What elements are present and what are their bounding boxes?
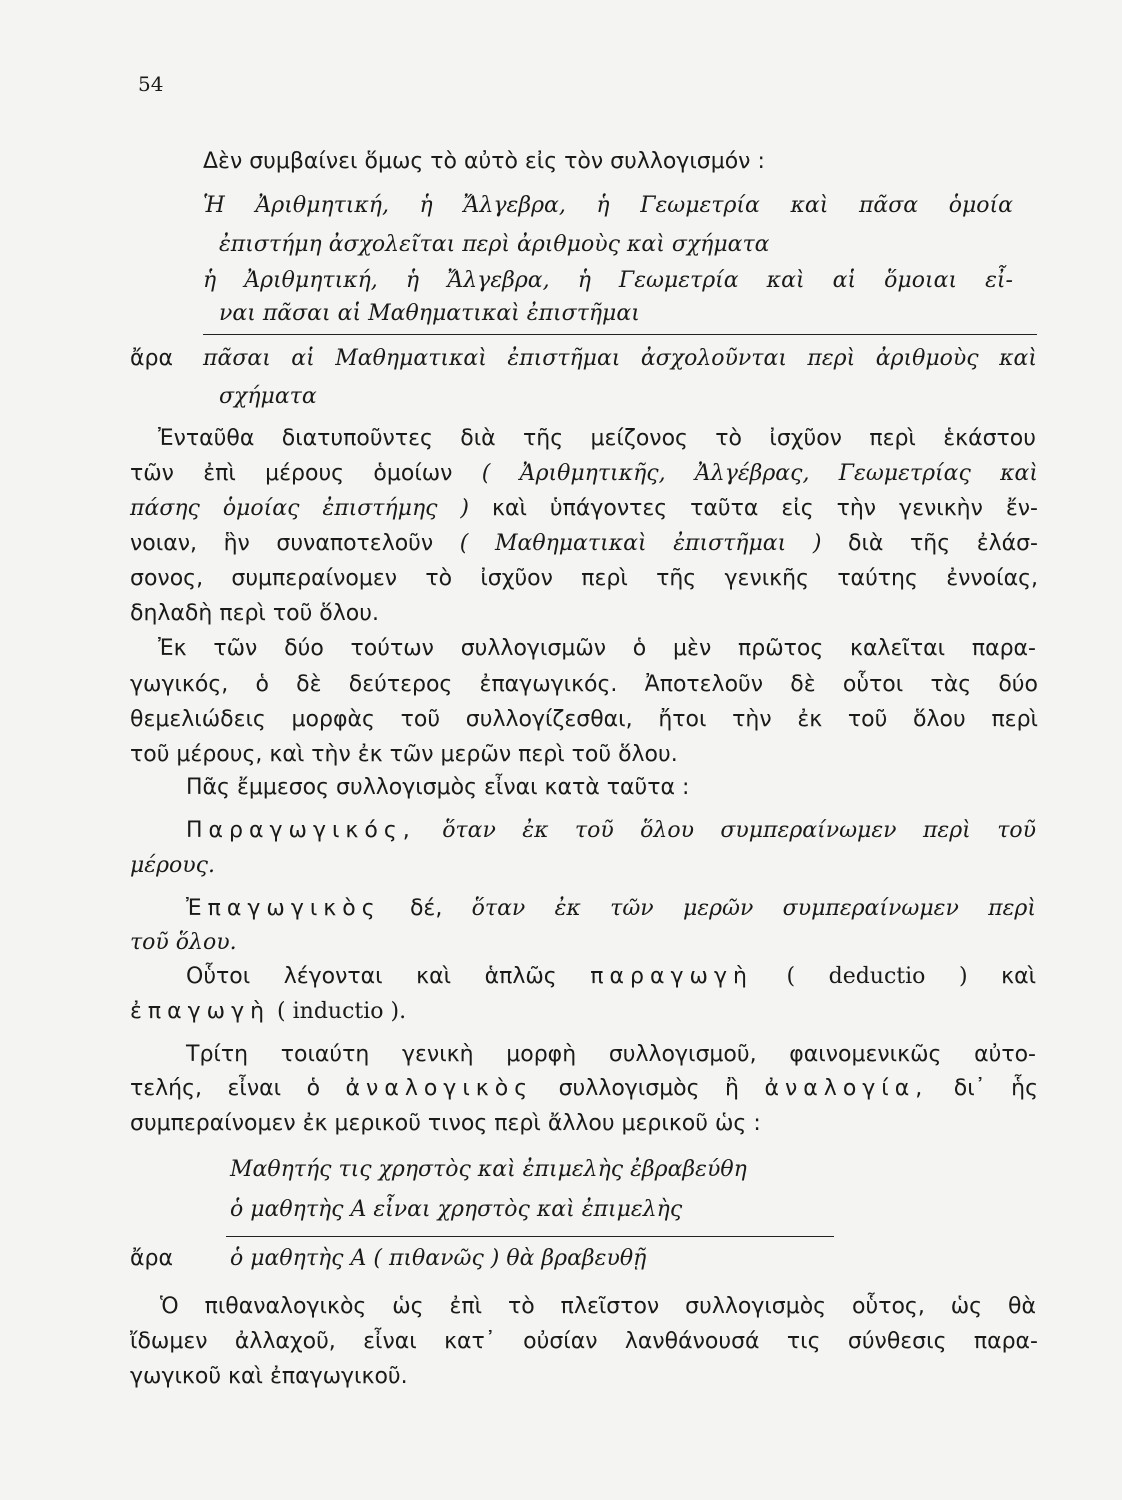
minor-premise-line-2: ναι πᾶσαι αἱ Μαθηματικαὶ ἐπιστῆμαι [219, 301, 640, 326]
definition-deductive-cont: μέρους. [130, 853, 215, 878]
latin-term: ( deductio ) [786, 964, 968, 989]
page-number: 54 [138, 72, 164, 96]
paragraph-6-line-1: Ὁ πιθαναλογικὸς ὡς ἐπὶ τὸ πλεῖστον συλλογισμὸς οὗτος, ὡς θὰ [160, 1294, 1036, 1319]
definition-text: ὅταν ἐκ τοῦ ὅλου συμπεραίνωμεν περὶ τοῦ [442, 818, 1036, 843]
conclusion-line-1: πᾶσαι αἱ Μαθηματικαὶ ἐπιστῆμαι ἀσχολοῦνται περὶ ἀριθμοὺς καὶ [203, 346, 1037, 371]
spaced-term: ἀναλογικὸς [345, 1076, 534, 1101]
paragraph-4-line-2 [130, 997, 406, 1027]
text-segment: διὰ τῆς ἐλάσ- [848, 531, 1038, 556]
analogy-premise-1: Μαθητής τις χρηστὸς καὶ ἐπιμελὴς ἐβραβεύθη [230, 1157, 747, 1182]
paragraph-6-line-3: γωγικοῦ καὶ ἐπαγωγικοῦ. [130, 1364, 408, 1389]
paragraph-1-line-6: δηλαδὴ περὶ τοῦ ὅλου. [130, 601, 379, 626]
paragraph-2-line-3: θεμελιώδεις μορφὰς τοῦ συλλογίζεσθαι, ἤτοι τὴν ἐκ τοῦ ὅλου περὶ [130, 707, 1038, 732]
text-segment: τελής, εἶναι ὁ [130, 1076, 321, 1101]
paragraph-1-line-3 [130, 494, 1038, 524]
analogy-conclusion-marker: ἄρα [130, 1246, 173, 1271]
definition-deductive [186, 816, 1036, 846]
paragraph-1-line-4 [130, 529, 1038, 559]
paragraph-3-line-1: Πᾶς ἔμμεσος συλλογισμὸς εἶναι κατὰ ταῦτα : [186, 775, 690, 800]
paragraph-5-line-3: συμπεραίνομεν ἐκ μερικοῦ τινος περὶ ἄλλου μερικοῦ ὡς : [130, 1111, 761, 1136]
analogy-conclusion: ὁ μαθητὴς Α ( πιθανῶς ) θὰ βραβευθῇ [230, 1246, 647, 1271]
conclusion-marker: ἄρα [130, 346, 173, 371]
paragraph-1-line-1: Ἐνταῦθα διατυποῦντες διὰ τῆς μείζονος τὸ ἰσχῦον περὶ ἑκάστου [158, 426, 1036, 451]
minor-premise-line-1: ἡ Ἀριθμητική, ἡ Ἄλγεβρα, ἡ Γεωμετρία καὶ αἱ ὅμοιαι εἶ- [203, 268, 1013, 293]
italic-parenthetical: ( Μαθηματικαὶ ἐπιστῆμαι ) [459, 531, 822, 556]
text-segment: δέ, [409, 896, 443, 921]
text-segment: νοιαν, ἣν συναποτελοῦν [130, 531, 434, 556]
syllogism-rule [203, 334, 1037, 335]
spaced-term: ἀναλογία, [764, 1076, 929, 1101]
italic-parenthetical: πάσης ὁμοίας ἐπιστήμης ) [130, 496, 470, 521]
text-segment: δι᾿ ἧς [953, 1076, 1038, 1101]
paragraph-1-line-2 [130, 459, 1038, 489]
spaced-term: Ἐπαγωγικὸς [186, 896, 381, 921]
paragraph-5-line-1: Τρίτη τοιαύτη γενικὴ μορφὴ συλλογισμοῦ, φαινομενικῶς αὐτο- [186, 1042, 1036, 1067]
latin-term: ( inductio ). [277, 999, 407, 1024]
spaced-term: ἐπαγωγὴ [130, 999, 271, 1024]
paragraph-5-line-2 [130, 1074, 1038, 1104]
paragraph-2-line-2: γωγικός, ὁ δὲ δεύτερος ἐπαγωγικός. Ἀποτελοῦν δὲ οὗτοι τὰς δύο [130, 672, 1038, 697]
italic-parenthetical: ( Ἀριθμητικῆς, Ἀλγέβρας, Γεωμετρίας καὶ [481, 461, 1039, 486]
text-segment: συλλογισμὸς ἢ [558, 1076, 739, 1101]
spaced-term: παραγωγὴ [590, 964, 753, 989]
syllogism-intro: Δὲν συμβαίνει ὅμως τὸ αὐτὸ εἰς τὸν συλλογισμόν : [203, 149, 765, 174]
definition-text: ὅταν ἐκ τῶν μερῶν συμπεραίνωμεν περὶ [471, 896, 1036, 921]
analogy-premise-2: ὁ μαθητὴς Α εἶναι χρηστὸς καὶ ἐπιμελὴς [230, 1197, 683, 1222]
definition-inductive-cont: τοῦ ὅλου. [130, 930, 237, 955]
paragraph-2-line-1: Ἐκ τῶν δύο τούτων συλλογισμῶν ὁ μὲν πρῶτος καλεῖται παρα- [158, 636, 1036, 661]
major-premise-line-1: Ἡ Ἀριθμητική, ἡ Ἄλγεβρα, ἡ Γεωμετρία καὶ πᾶσα ὁμοία [203, 193, 1013, 218]
paragraph-2-line-4: τοῦ μέρους, καὶ τὴν ἐκ τῶν μερῶν περὶ τοῦ ὅλου. [130, 742, 678, 767]
paragraph-6-line-2: ἴδωμεν ἀλλαχοῦ, εἶναι κατ᾿ οὐσίαν λανθάνουσά τις σύνθεσις παρα- [130, 1329, 1038, 1354]
text-segment: καὶ ὑπάγοντες ταῦτα εἰς τὴν γενικὴν ἔν- [492, 496, 1038, 521]
text-segment: τῶν ἐπὶ μέρους ὁμοίων [130, 461, 453, 486]
paragraph-1-line-5: σονος, συμπεραίνομεν τὸ ἰσχῦον περὶ τῆς γενικῆς ταύτης ἐννοίας, [130, 566, 1038, 591]
text-segment: καὶ [1001, 964, 1037, 989]
spaced-term: Παραγωγικός, [186, 818, 416, 843]
paragraph-4-line-1 [186, 962, 1036, 992]
text-segment: Οὗτοι λέγονται καὶ ἁπλῶς [186, 964, 557, 989]
conclusion-line-2: σχήματα [219, 384, 317, 409]
major-premise-line-2: ἐπιστήμη ἀσχολεῖται περὶ ἀριθμοὺς καὶ σχήματα [219, 232, 770, 257]
definition-inductive [186, 894, 1036, 924]
analogy-rule [226, 1236, 834, 1237]
